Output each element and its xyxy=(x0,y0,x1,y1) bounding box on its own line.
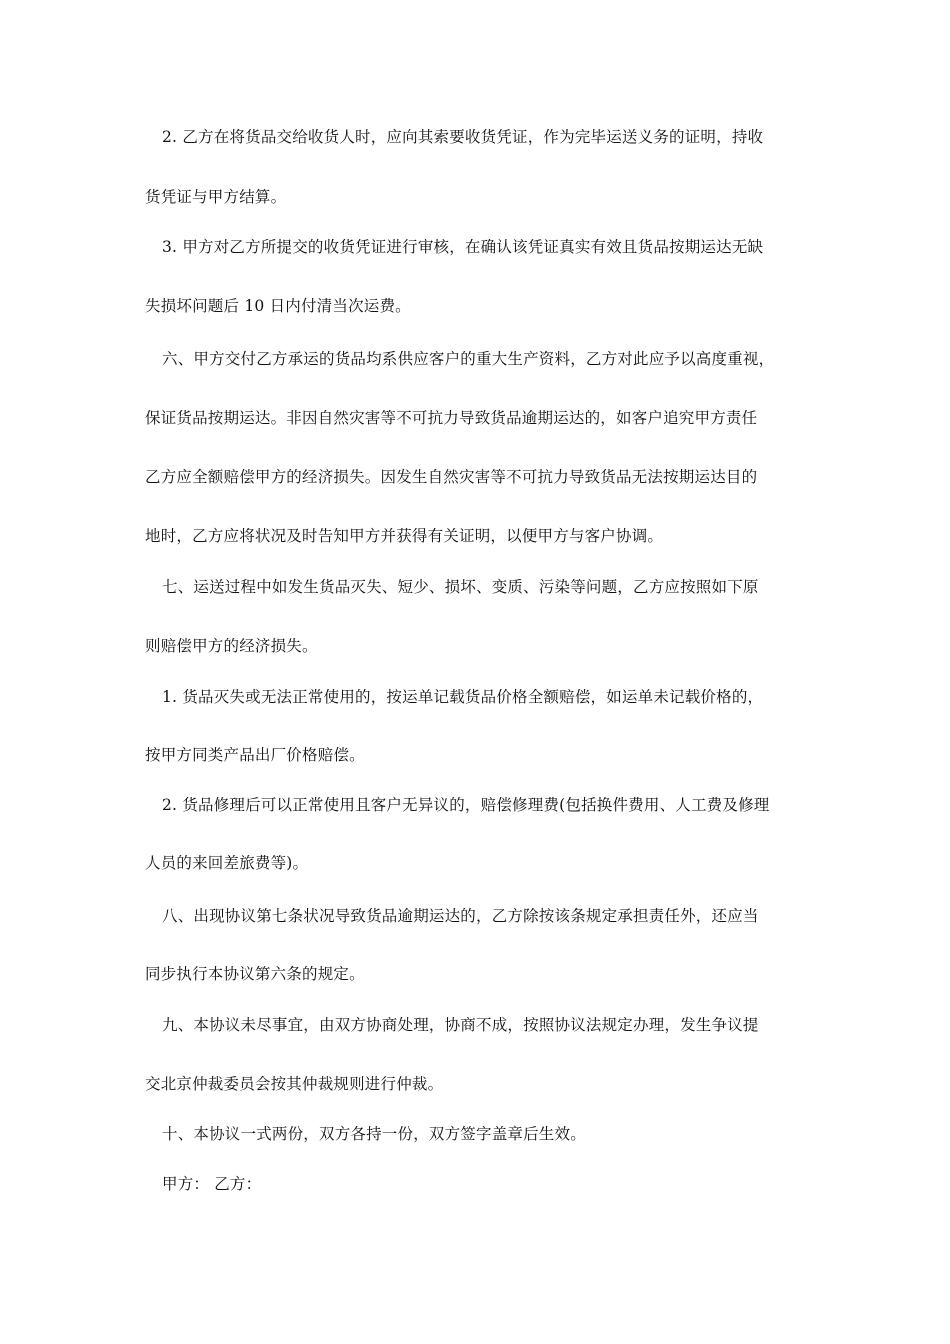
clause-6-line-3: 乙方应全额赔偿甲方的经济损失。因发生自然灾害等不可抗力导致货品无法按期运达目的 xyxy=(145,468,758,486)
clause-7-line-1: 七、运送过程中如发生货品灭失、短少、损坏、变质、污染等问题，乙方应按照如下原 xyxy=(162,578,759,596)
clause-5-item-2-line-1: 2. 乙方在将货品交给收货人时，应向其索要收货凭证，作为完毕运送义务的证明，持收 xyxy=(162,128,764,146)
clause-5-item-3-line-2: 失损坏问题后 10 日内付清当次运费。 xyxy=(145,297,411,315)
clause-9-line-1: 九、本协议未尽事宜，由双方协商处理，协商不成，按照协议法规定办理，发生争议提 xyxy=(162,1016,759,1034)
clause-6-line-1: 六、甲方交付乙方承运的货品均系供应客户的重大生产资料，乙方对此应予以高度重视， xyxy=(162,350,775,368)
clause-6-line-2: 保证货品按期运达。非因自然灾害等不可抗力导致货品逾期运达的，如客户追究甲方责任 xyxy=(145,409,758,427)
clause-7-item-1-line-2: 按甲方同类产品出厂价格赔偿。 xyxy=(145,746,365,764)
clause-7-item-1-line-1: 1. 货品灭失或无法正常使用的，按运单记载货品价格全额赔偿，如运单未记载价格的， xyxy=(162,688,764,706)
clause-9-line-2: 交北京仲裁委员会按其仲裁规则进行仲裁。 xyxy=(145,1075,444,1093)
clause-6-line-4: 地时，乙方应将状况及时告知甲方并获得有关证明，以便甲方与客户协调。 xyxy=(145,527,664,545)
clause-10-line-1: 十、本协议一式两份，双方各持一份，双方签字盖章后生效。 xyxy=(162,1125,586,1143)
clause-8-line-1: 八、出现协议第七条状况导致货品逾期运达的，乙方除按该条规定承担责任外，还应当 xyxy=(162,907,759,925)
clause-5-item-2-line-2: 货凭证与甲方结算。 xyxy=(145,188,287,206)
clause-7-line-2: 则赔偿甲方的经济损失。 xyxy=(145,637,318,655)
clause-5-item-3-line-1: 3. 甲方对乙方所提交的收货凭证进行审核，在确认该凭证真实有效且货品按期运达无缺 xyxy=(162,238,764,256)
clause-7-item-2-line-2: 人员的来回差旅费等)。 xyxy=(145,854,309,872)
clause-7-item-2-line-1: 2. 货品修理后可以正常使用且客户无异议的，赔偿修理费(包括换件费用、人工费及修理 xyxy=(162,796,770,814)
signature-line: 甲方： 乙方： xyxy=(162,1175,262,1193)
clause-8-line-2: 同步执行本协议第六条的规定。 xyxy=(145,965,365,983)
